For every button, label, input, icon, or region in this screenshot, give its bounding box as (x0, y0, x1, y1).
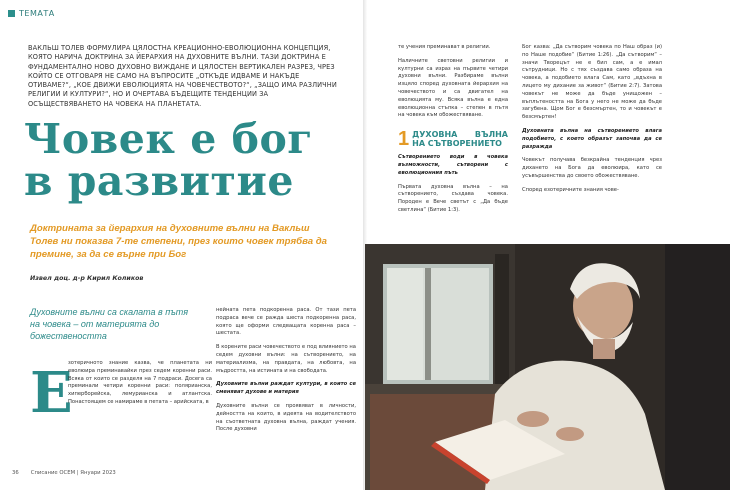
article-subtitle: Доктрината за йерархия на духовните вълни на Вакльш Толев ни показва 7-те степени, през които човек трябва да премине, за да се върне при Бог (30, 223, 328, 260)
paragraph: нейната пета подкоренна раса. От тази пета подраса вече се ражда шеста подкоренна раса, която ще оформи следващата коренна раса – шестата. (216, 307, 356, 337)
lead-paragraph: ВАКЛЬШ ТОЛЕВ ФОРМУЛИРА ЦЯЛОСТНА КРЕАЦИОННО-ЕВОЛЮЦИОННА КОНЦЕПЦИЯ, КОЯТО НАРИЧА ДОКТРИНА ЗА ЙЕРАРХИЯ НА ДУХОВНИТЕ ВЪЛНИ. ТАЗИ ДОКТРИНА Е ФУНДАМЕНТАЛНО НОВО ДУХОВНО ВИЖДАНЕ И ЦЯЛОСТЕН ВЕРТИКАЛЕН РАЗРЕЗ, ЧРЕЗ КОЙТО СЕ ОТГОВАРЯ НЕ САМО НА ВЪПРОСИТЕ „ОТКЪДЕ ИДВАМЕ И НАКЪДЕ ОТИВАМЕ?“, „КОЕ ДВИЖИ ЕВОЛЮЦИЯТА НА ЧОВЕЧЕСТВОТО?“, „ЗАЩО ИМА РАЗЛИЧНИ РЕЛИГИИ И КУЛТУРИ?“, НО И ОЧЕРТАВА БЪДЕЩИТЕ ТЕНДЕНЦИИ ЗА ОСЪЩЕСТВЯВАНЕТО НА ЧОВЕКА НА ПЛАНЕТАТА. (28, 44, 337, 108)
section-tag (8, 9, 55, 18)
paragraph: зотеричното знание казва, че планетата ни еволюира преминавайки през седем коренни раси. Всяка от които се разделя на 7 подраси. Досега са преминали четири коренни раси: полярианска, хиперборейска, лемурианска и атлантска. Понастоящем се намираме в петата – арийската, в (68, 360, 212, 405)
body-column-4 (522, 44, 662, 201)
section-title: ДУХОВНА ВЪЛНА НА СЪТВОРЕНИЕТО (412, 130, 508, 149)
paragraph: Според езотеричните знания чове- (522, 186, 619, 193)
subheading: Сътворението води в човека възможности, сътворени с еволюционния пъть (398, 154, 508, 176)
section-number: 1 (398, 128, 410, 151)
paragraph: Първата духовна вълна – на сътворението, създава човека. Породен е Вече светът с „Да бъде светлина“ (Битие 1:3). (398, 183, 508, 213)
magazine-info: Списание ОСЕМ | Януари 2023 (30, 470, 116, 476)
subheading: Духовните вълни раждат култури, в които се сменяват духове и материя (216, 381, 356, 396)
body-column-1 (30, 360, 212, 413)
page-number: 36 (12, 470, 19, 476)
subheading: Духовната вълна на сътворението влага подобието, с което образът започва да се разражда (522, 127, 662, 150)
photo-elderly-man-on-train (365, 244, 730, 490)
paragraph: те учения преминават в религии. (398, 44, 491, 50)
paragraph: Наличните световни религии и културни са израз на първите четири духовни вълни. Разбираме вълни изцяло според духовната йерархия на човечеството и са двигател на еволюцията му. Всяка вълна е една еволюционна стъпка – степен в пътя на човека към обожествяване. (398, 57, 508, 119)
drop-cap: Е (30, 360, 73, 426)
paragraph: Човекът получава безкрайна тенденция чрез дихането на Бога да еволюира, като се усъвършенства до своето обожествяване. (522, 157, 662, 179)
page-footer (12, 470, 116, 476)
section-square-icon (8, 10, 15, 17)
byline: Извел доц. д-р Кирил Коликов (30, 275, 144, 282)
paragraph: Духовните вълни се проявяват в личности, дейността на които, в идеята на водителството на съответната духовна вълна, раждат учения. После духовни (216, 402, 356, 433)
section-heading (398, 128, 508, 151)
section-label: ТЕМАТА (19, 9, 55, 18)
body-column-2 (216, 307, 356, 440)
article-title: Човек е бог в развитие (24, 115, 313, 205)
paragraph: В корените раси човечеството е под влиянието на седем духовни вълни: на сътворението, на материализма, на правдата, на любовта, на мъдростта, на истината и на свободата. (216, 344, 356, 374)
paragraph: Бог казва: „Да сътворим човека по Наш образ (и) по Наше подобие“ (Битие 1:26). „Да сътворим“ – значи Творецът не е бил сам, а е имал сътрудници. Но с тях създава само образа на човека, а подобието влага Сам, като „вдъхна в лицето му дихание за живот“ (Битие 2:7). Затова човекът не може да бъде унищожен – въплътеността на Бога у него не може да бъде загубена. Щом Бог е безсмъртен, то и човекът е безсмъртен! (522, 44, 662, 121)
body-column-3 (398, 44, 508, 221)
pull-quote: Духовните вълни са скалата в пътя на човека – от материята до божествеността (30, 307, 189, 341)
